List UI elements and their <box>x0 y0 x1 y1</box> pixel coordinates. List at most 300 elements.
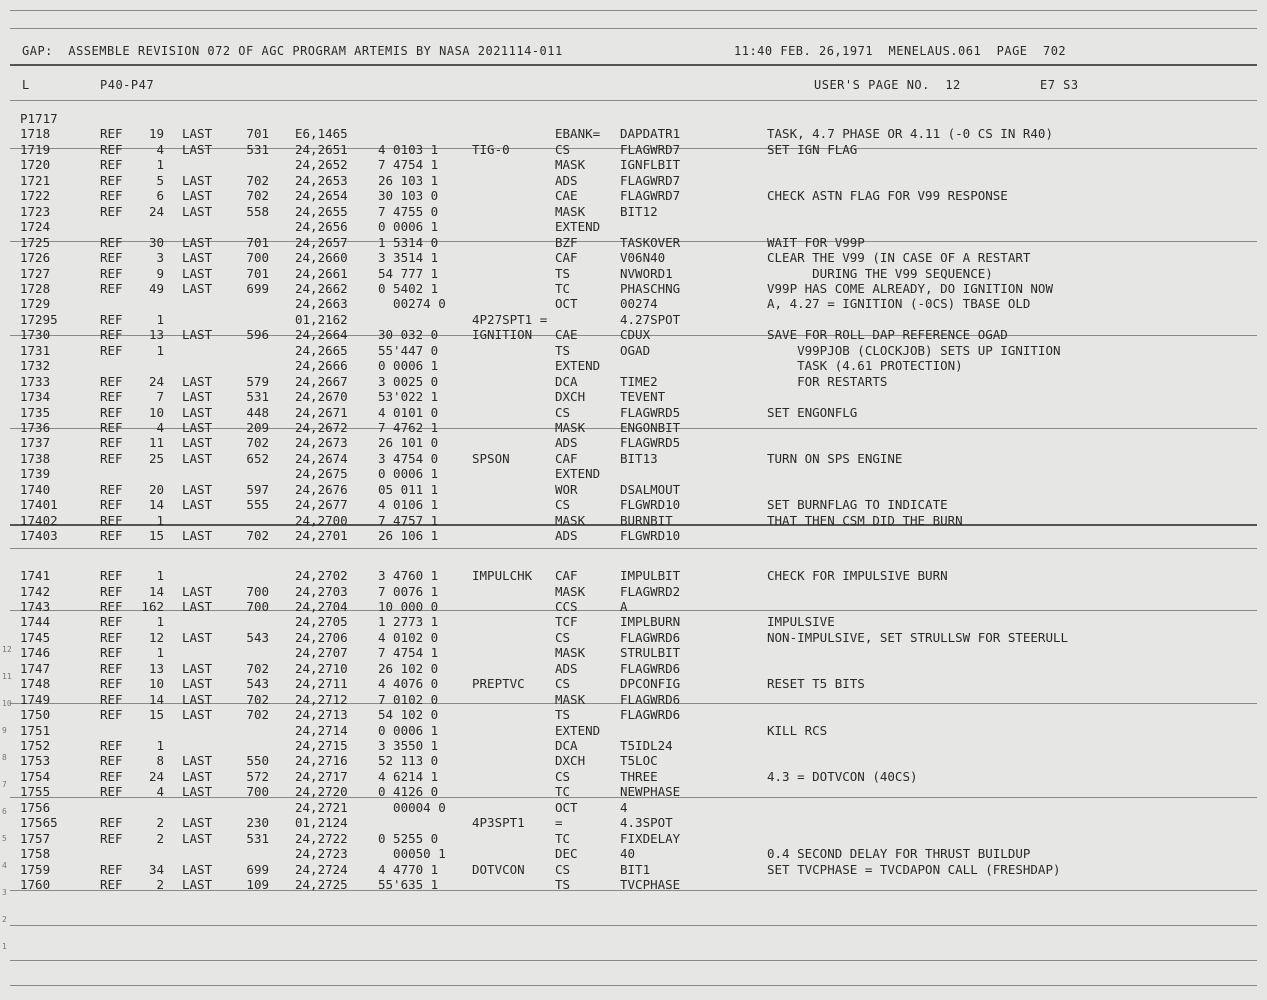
operand: TASKOVER <box>620 234 681 250</box>
line-number: 1735 <box>20 404 51 420</box>
object-code: 54 102 0 <box>378 707 439 723</box>
ref-count: 1 <box>156 157 164 173</box>
ref-count: 15 <box>148 707 164 723</box>
listing-row <box>0 692 1267 707</box>
last-label: LAST <box>182 126 213 142</box>
line-number: 1722 <box>20 188 51 204</box>
object-code: 0 5402 1 <box>378 280 439 296</box>
opcode: OCT <box>555 296 578 312</box>
address: 24,2663 <box>295 296 348 312</box>
last-line-number: 596 <box>246 327 269 343</box>
margin-mark: 9 <box>2 726 7 735</box>
last-line-number: 701 <box>246 265 269 281</box>
address: 24,2716 <box>295 753 348 769</box>
address: 24,2674 <box>295 450 348 466</box>
address: 24,2714 <box>295 722 348 738</box>
comment: RESET T5 BITS <box>767 676 865 692</box>
listing-row <box>0 343 1267 358</box>
object-code: 00274 0 <box>378 296 446 312</box>
comment: SET IGN FLAG <box>767 141 858 157</box>
listing-row <box>0 513 1267 528</box>
opcode: EXTEND <box>555 722 601 738</box>
ref-count: 24 <box>148 768 164 784</box>
listing-row <box>0 831 1267 846</box>
ref-count: 1 <box>156 738 164 753</box>
last-line-number: 543 <box>246 629 269 645</box>
rule-line <box>10 985 1257 986</box>
opcode: ADS <box>555 435 578 451</box>
operand: DSALMOUT <box>620 481 681 497</box>
symbol-label: IGNITION <box>472 327 533 343</box>
line-number: 1752 <box>20 738 51 753</box>
last-line-number: 701 <box>246 234 269 250</box>
listing-row <box>0 723 1267 738</box>
margin-mark: 11 <box>2 672 12 681</box>
last-label: LAST <box>182 188 213 204</box>
operand: BIT1 <box>620 861 651 877</box>
ref-label: REF <box>100 203 123 219</box>
operand: FLAGWRD6 <box>620 707 681 723</box>
symbol-label: SPSON <box>472 450 510 466</box>
opcode: ADS <box>555 660 578 676</box>
address: 24,2676 <box>295 481 348 497</box>
last-label: LAST <box>182 660 213 676</box>
operand: IMPULBIT <box>620 568 681 584</box>
ref-label: REF <box>100 598 123 614</box>
ref-label: REF <box>100 614 123 630</box>
last-line-number: 701 <box>246 126 269 142</box>
listing-row <box>0 219 1267 234</box>
ref-label: REF <box>100 815 123 831</box>
object-code: 4 0101 0 <box>378 404 439 420</box>
ref-count: 12 <box>148 629 164 645</box>
opcode: CS <box>555 497 571 513</box>
rule-line <box>10 548 1257 549</box>
rule-line <box>10 28 1257 29</box>
last-line-number: 448 <box>246 404 269 420</box>
object-code: 55'447 0 <box>378 342 439 358</box>
ref-label: REF <box>100 404 123 420</box>
operand: 40 <box>620 846 636 862</box>
ref-label: REF <box>100 389 123 405</box>
comment: TASK (4.61 PROTECTION) <box>767 358 963 374</box>
line-number: 1738 <box>20 450 51 466</box>
line-number: 1755 <box>20 784 51 800</box>
object-code: 7 0102 0 <box>378 691 439 707</box>
opcode: TC <box>555 830 571 846</box>
margin-mark: 6 <box>2 807 7 816</box>
address: 24,2720 <box>295 784 348 800</box>
last-label: LAST <box>182 203 213 219</box>
object-code: 1 2773 1 <box>378 614 439 630</box>
listing-row <box>0 877 1267 892</box>
margin-mark: 8 <box>2 753 7 762</box>
comment: THAT THEN CSM DID THE BURN <box>767 512 963 528</box>
address: 24,2671 <box>295 404 348 420</box>
rule-line <box>10 925 1257 926</box>
last-label: LAST <box>182 404 213 420</box>
opcode: BZF <box>555 234 578 250</box>
address: 24,2704 <box>295 598 348 614</box>
listing-row <box>0 296 1267 311</box>
opcode: CAE <box>555 327 578 343</box>
line-number: 1730 <box>20 327 51 343</box>
margin-mark: 10 <box>2 699 12 708</box>
operand: FLAGWRD7 <box>620 141 681 157</box>
ref-count: 14 <box>148 583 164 599</box>
opcode: CS <box>555 676 571 692</box>
section-code: E7 S3 <box>1040 78 1079 92</box>
last-label: LAST <box>182 815 213 831</box>
last-line-number: 531 <box>246 830 269 846</box>
line-number: 1747 <box>20 660 51 676</box>
ref-label: REF <box>100 861 123 877</box>
operand: T5LOC <box>620 753 658 769</box>
line-number: 1749 <box>20 691 51 707</box>
last-line-number: 702 <box>246 172 269 188</box>
last-label: LAST <box>182 528 213 544</box>
listing-row <box>0 707 1267 722</box>
operand: T5IDL24 <box>620 738 673 753</box>
listing-row <box>0 630 1267 645</box>
opcode: CS <box>555 768 571 784</box>
last-label: LAST <box>182 861 213 877</box>
opcode: EXTEND <box>555 358 601 374</box>
last-line-number: 550 <box>246 753 269 769</box>
operand: TVCPHASE <box>620 877 681 893</box>
comment: TURN ON SPS ENGINE <box>767 450 903 466</box>
operand: 4 <box>620 799 628 815</box>
line-number: 1731 <box>20 342 51 358</box>
ref-label: REF <box>100 691 123 707</box>
operand: TIME2 <box>620 373 658 389</box>
users-page-number: USER'S PAGE NO. 12 <box>814 78 961 92</box>
operand: NEWPHASE <box>620 784 681 800</box>
ref-count: 14 <box>148 691 164 707</box>
opcode: TS <box>555 707 571 723</box>
ref-count: 14 <box>148 497 164 513</box>
object-code: 0 5255 0 <box>378 830 439 846</box>
last-label: LAST <box>182 234 213 250</box>
last-label: LAST <box>182 707 213 723</box>
comment: A, 4.27 = IGNITION (-0CS) TBASE OLD <box>767 296 1031 312</box>
ref-label: REF <box>100 342 123 358</box>
comment: CHECK ASTN FLAG FOR V99 RESPONSE <box>767 188 1008 204</box>
listing-row <box>0 312 1267 327</box>
last-label: LAST <box>182 784 213 800</box>
address: 24,2710 <box>295 660 348 676</box>
ref-count: 1 <box>156 512 164 528</box>
last-line-number: 702 <box>246 188 269 204</box>
opcode: CCS <box>555 598 578 614</box>
listing-row <box>0 327 1267 342</box>
listing-row <box>0 862 1267 877</box>
listing-row <box>0 815 1267 830</box>
operand: CDUX <box>620 327 651 343</box>
object-code: 0 0006 1 <box>378 466 439 482</box>
line-number: 1760 <box>20 877 51 893</box>
object-code: 10 000 0 <box>378 598 439 614</box>
line-number: 1759 <box>20 861 51 877</box>
ref-count: 2 <box>156 877 164 893</box>
last-label: LAST <box>182 450 213 466</box>
ref-label: REF <box>100 645 123 661</box>
address: 24,2665 <box>295 342 348 358</box>
opcode: OCT <box>555 799 578 815</box>
ref-count: 49 <box>148 280 164 296</box>
last-label: LAST <box>182 389 213 405</box>
line-number: 1739 <box>20 466 51 482</box>
listing-row <box>0 188 1267 203</box>
address: 24,2711 <box>295 676 348 692</box>
last-label: LAST <box>182 141 213 157</box>
operand: 4.27SPOT <box>620 311 681 327</box>
operand: FLAGWRD6 <box>620 660 681 676</box>
line-number: 17565 <box>20 815 58 831</box>
ref-count: 13 <box>148 327 164 343</box>
comment: 4.3 = DOTVCON (40CS) <box>767 768 918 784</box>
symbol-label: PREPTVC <box>472 676 525 692</box>
last-line-number: 558 <box>246 203 269 219</box>
comment: V99PJOB (CLOCKJOB) SETS UP IGNITION <box>767 342 1061 358</box>
address: 24,2677 <box>295 497 348 513</box>
listing-row <box>0 661 1267 676</box>
object-code: 53'022 1 <box>378 389 439 405</box>
line-number: 1732 <box>20 358 51 374</box>
ref-count: 24 <box>148 373 164 389</box>
ref-count: 8 <box>156 753 164 769</box>
listing-row <box>0 800 1267 815</box>
address: 24,2661 <box>295 265 348 281</box>
line-number: 1721 <box>20 172 51 188</box>
line-number: 1726 <box>20 250 51 266</box>
ref-label: REF <box>100 373 123 389</box>
comment: DURING THE V99 SEQUENCE) <box>767 265 993 281</box>
object-code: 7 4754 1 <box>378 157 439 173</box>
opcode: DCA <box>555 738 578 753</box>
operand: BURNBIT <box>620 512 673 528</box>
object-code: 00050 1 <box>378 846 446 862</box>
opcode: CS <box>555 861 571 877</box>
listing-row <box>0 614 1267 629</box>
ref-count: 9 <box>156 265 164 281</box>
margin-mark: 7 <box>2 780 7 789</box>
listing-row <box>0 374 1267 389</box>
ref-count: 19 <box>148 126 164 142</box>
comment: SET BURNFLAG TO INDICATE <box>767 497 948 513</box>
listing-row <box>0 142 1267 157</box>
last-line-number: 699 <box>246 861 269 877</box>
margin-mark: 12 <box>2 645 12 654</box>
line-number: 1756 <box>20 799 51 815</box>
line-number: 1742 <box>20 583 51 599</box>
ref-count: 25 <box>148 450 164 466</box>
comment: KILL RCS <box>767 722 828 738</box>
object-code: 26 103 1 <box>378 172 439 188</box>
opcode: CS <box>555 629 571 645</box>
opcode: MASK <box>555 645 586 661</box>
subheader-left: L <box>22 78 30 92</box>
address: 24,2653 <box>295 172 348 188</box>
listing-row <box>0 235 1267 250</box>
margin-mark: 2 <box>2 915 7 924</box>
listing-row <box>0 358 1267 373</box>
ref-label: REF <box>100 265 123 281</box>
listing-row <box>0 435 1267 450</box>
last-label: LAST <box>182 420 213 435</box>
ref-count: 4 <box>156 141 164 157</box>
last-line-number: 652 <box>246 450 269 466</box>
listing-row <box>0 405 1267 420</box>
ref-count: 5 <box>156 172 164 188</box>
object-code: 7 4754 1 <box>378 645 439 661</box>
ref-label: REF <box>100 528 123 544</box>
ref-label: REF <box>100 280 123 296</box>
listing-row <box>0 173 1267 188</box>
opcode: MASK <box>555 512 586 528</box>
address: 24,2655 <box>295 203 348 219</box>
last-line-number: 572 <box>246 768 269 784</box>
address: 24,2702 <box>295 568 348 584</box>
last-line-number: 597 <box>246 481 269 497</box>
last-label: LAST <box>182 877 213 893</box>
object-code: 0 4126 0 <box>378 784 439 800</box>
object-code: 30 103 0 <box>378 188 439 204</box>
last-label: LAST <box>182 435 213 451</box>
ref-label: REF <box>100 250 123 266</box>
operand: TEVENT <box>620 389 666 405</box>
ref-label: REF <box>100 311 123 327</box>
opcode: DCA <box>555 373 578 389</box>
ref-count: 4 <box>156 420 164 435</box>
line-number: 1720 <box>20 157 51 173</box>
line-number: P1717 <box>20 111 58 126</box>
line-number: 17401 <box>20 497 58 513</box>
last-line-number: 702 <box>246 707 269 723</box>
opcode: = <box>555 815 563 831</box>
address: 24,2713 <box>295 707 348 723</box>
address: 24,2651 <box>295 141 348 157</box>
operand: BIT13 <box>620 450 658 466</box>
last-line-number: 555 <box>246 497 269 513</box>
object-code: 3 0025 0 <box>378 373 439 389</box>
address: 24,2666 <box>295 358 348 374</box>
ref-count: 13 <box>148 660 164 676</box>
last-label: LAST <box>182 265 213 281</box>
object-code: 3 3550 1 <box>378 738 439 753</box>
symbol-label: 4P27SPT1 = <box>472 311 548 327</box>
address: 24,2662 <box>295 280 348 296</box>
ref-label: REF <box>100 497 123 513</box>
object-code: 30 032 0 <box>378 327 439 343</box>
object-code: 26 106 1 <box>378 528 439 544</box>
opcode: CAF <box>555 450 578 466</box>
operand: PHASCHNG <box>620 280 681 296</box>
listing-row <box>0 466 1267 481</box>
operand: 00274 <box>620 296 658 312</box>
address: 24,2723 <box>295 846 348 862</box>
last-line-number: 699 <box>246 280 269 296</box>
ref-count: 1 <box>156 342 164 358</box>
operand: DPCONFIG <box>620 676 681 692</box>
line-number: 17403 <box>20 528 58 544</box>
opcode: EXTEND <box>555 219 601 235</box>
listing-row <box>0 568 1267 583</box>
comment: IMPULSIVE <box>767 614 835 630</box>
address: 24,2667 <box>295 373 348 389</box>
line-number: 1723 <box>20 203 51 219</box>
last-line-number: 700 <box>246 250 269 266</box>
listing-row <box>0 497 1267 512</box>
line-number: 1736 <box>20 420 51 435</box>
opcode: TC <box>555 784 571 800</box>
listing-row <box>0 676 1267 691</box>
listing-row <box>0 281 1267 296</box>
line-number: 1741 <box>20 568 51 584</box>
address: 01,2162 <box>295 311 348 327</box>
listing-row <box>0 553 1267 568</box>
ref-label: REF <box>100 188 123 204</box>
object-code: 4 0102 0 <box>378 629 439 645</box>
ref-label: REF <box>100 738 123 753</box>
object-code: 4 0103 1 <box>378 141 439 157</box>
operand: FLAGWRD2 <box>620 583 681 599</box>
operand: IGNFLBIT <box>620 157 681 173</box>
ref-label: REF <box>100 481 123 497</box>
opcode: EXTEND <box>555 466 601 482</box>
opcode: TCF <box>555 614 578 630</box>
listing-row <box>0 111 1267 126</box>
last-label: LAST <box>182 250 213 266</box>
object-code: 3 4754 0 <box>378 450 439 466</box>
rule-line <box>10 10 1257 11</box>
opcode: DEC <box>555 846 578 862</box>
opcode: CAE <box>555 188 578 204</box>
address: 24,2675 <box>295 466 348 482</box>
last-label: LAST <box>182 629 213 645</box>
margin-mark: 5 <box>2 834 7 843</box>
opcode: CS <box>555 404 571 420</box>
last-line-number: 700 <box>246 583 269 599</box>
line-number: 1729 <box>20 296 51 312</box>
last-label: LAST <box>182 481 213 497</box>
operand: FLAGWRD6 <box>620 629 681 645</box>
comment: V99P HAS COME ALREADY, DO IGNITION NOW <box>767 280 1053 296</box>
ref-count: 2 <box>156 815 164 831</box>
line-number: 1724 <box>20 219 51 235</box>
comment: TASK, 4.7 PHASE OR 4.11 (-0 CS IN R40) <box>767 126 1053 142</box>
ref-label: REF <box>100 830 123 846</box>
comment: CHECK FOR IMPULSIVE BURN <box>767 568 948 584</box>
ref-count: 30 <box>148 234 164 250</box>
object-code: 3 4760 1 <box>378 568 439 584</box>
address: 24,2705 <box>295 614 348 630</box>
operand: STRULBIT <box>620 645 681 661</box>
comment: SET TVCPHASE = TVCDAPON CALL (FRESHDAP) <box>767 861 1061 877</box>
operand: FLGWRD10 <box>620 497 681 513</box>
address: 24,2654 <box>295 188 348 204</box>
ref-label: REF <box>100 327 123 343</box>
line-number: 1754 <box>20 768 51 784</box>
operand: OGAD <box>620 342 651 358</box>
ref-label: REF <box>100 768 123 784</box>
object-code: 0 0006 1 <box>378 219 439 235</box>
listing-row <box>0 157 1267 172</box>
symbol-label: IMPULCHK <box>472 568 533 584</box>
header-timestamp: 11:40 FEB. 26,1971 MENELAUS.061 PAGE 702 <box>734 44 1067 58</box>
last-line-number: 702 <box>246 660 269 676</box>
opcode: ADS <box>555 172 578 188</box>
